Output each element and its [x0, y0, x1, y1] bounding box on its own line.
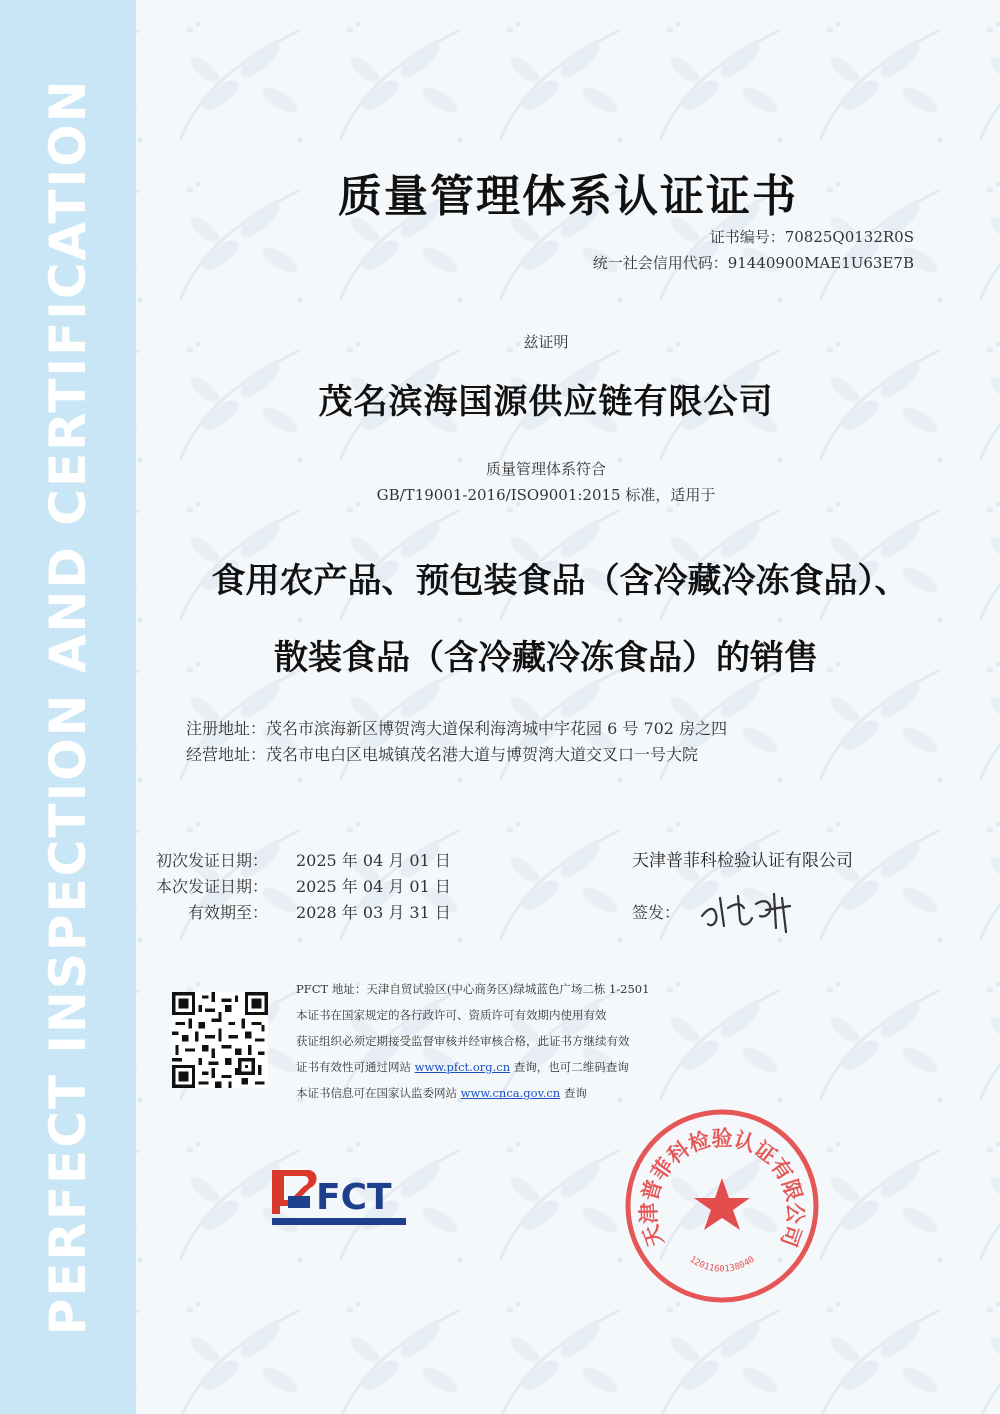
sign-label: 签发： — [632, 903, 681, 922]
first-issue-date: 2025 年 04 月 01 日 — [296, 851, 451, 870]
info-line-3: 获证组织必须定期接受监督审核并经审核合格，此证书方继续有效 — [296, 1034, 630, 1048]
company-name: 茂名滨海国源供应链有限公司 — [318, 382, 774, 422]
info-line-2: 本证书在国家规定的各行政许可、资质许可有效期内使用有效 — [296, 1008, 607, 1022]
certificate-number: 证书编号：70825Q0132R0S — [709, 228, 914, 246]
certify-text: 兹证明 — [523, 333, 569, 351]
valid-until-date: 2028 年 03 月 31 日 — [296, 903, 451, 922]
info-line-4 — [296, 1059, 629, 1075]
valid-until-label: 有效期至： — [187, 903, 268, 922]
this-issue-date: 2025 年 04 月 01 日 — [296, 877, 451, 896]
pfct-website-link[interactable]: www.pfct.org.cn — [414, 1060, 511, 1074]
info-line-4-pre: 证书有效性可通过网站 — [296, 1060, 415, 1074]
logo-text: FCT — [316, 1177, 392, 1218]
operating-address: 经营地址：茂名市电白区电城镇茂名港大道与博贺湾大道交叉口一号大院 — [186, 745, 699, 764]
official-seal — [622, 1106, 822, 1306]
cnca-website-link[interactable]: www.cnca.gov.cn — [460, 1086, 561, 1100]
registered-address: 注册地址：茂名市滨海新区博贺湾大道保利海湾城中宇花园 6 号 702 房之四 — [186, 719, 728, 738]
conform-line-1: 质量管理体系符合 — [485, 460, 606, 478]
pfct-address: PFCT 地址：天津自贸试验区(中心商务区)绿城蓝色广场二栋 1-2501 — [296, 982, 650, 996]
first-issue-label: 初次发证日期： — [155, 851, 268, 870]
this-issue-label: 本次发证日期： — [155, 877, 268, 896]
pfct-logo — [270, 1166, 408, 1232]
info-line-5-post: 查询 — [560, 1086, 587, 1100]
info-line-4-post: 查询，也可二维码查询 — [510, 1060, 629, 1074]
issuer-name: 天津普菲科检验认证有限公司 — [632, 851, 853, 871]
signature-image — [694, 878, 804, 938]
scope-line-1: 食用农产品、预包装食品（含冷藏冷冻食品）、 — [211, 561, 909, 601]
conform-line-2: GB/T19001-2016/ISO9001:2015 标准，适用于 — [376, 486, 716, 504]
certificate-title: 质量管理体系认证证书 — [338, 171, 798, 222]
side-slogan: PERFECT INSPECTION AND CERTIFICATION — [39, 78, 97, 1336]
info-line-5-pre: 本证书信息可在国家认监委网站 — [296, 1086, 461, 1100]
scope-line-2: 散装食品（含冷藏冷冻食品）的销售 — [274, 638, 818, 678]
info-line-5 — [296, 1085, 587, 1101]
credit-code: 统一社会信用代码：91440900MAE1U63E7B — [592, 254, 914, 272]
seal-ring-text: 天津普菲科检验认证有限公司 — [635, 1125, 809, 1251]
star-icon — [694, 1178, 750, 1230]
seal-number: 1201160138040 — [687, 1254, 757, 1275]
qr-code[interactable] — [172, 992, 268, 1088]
